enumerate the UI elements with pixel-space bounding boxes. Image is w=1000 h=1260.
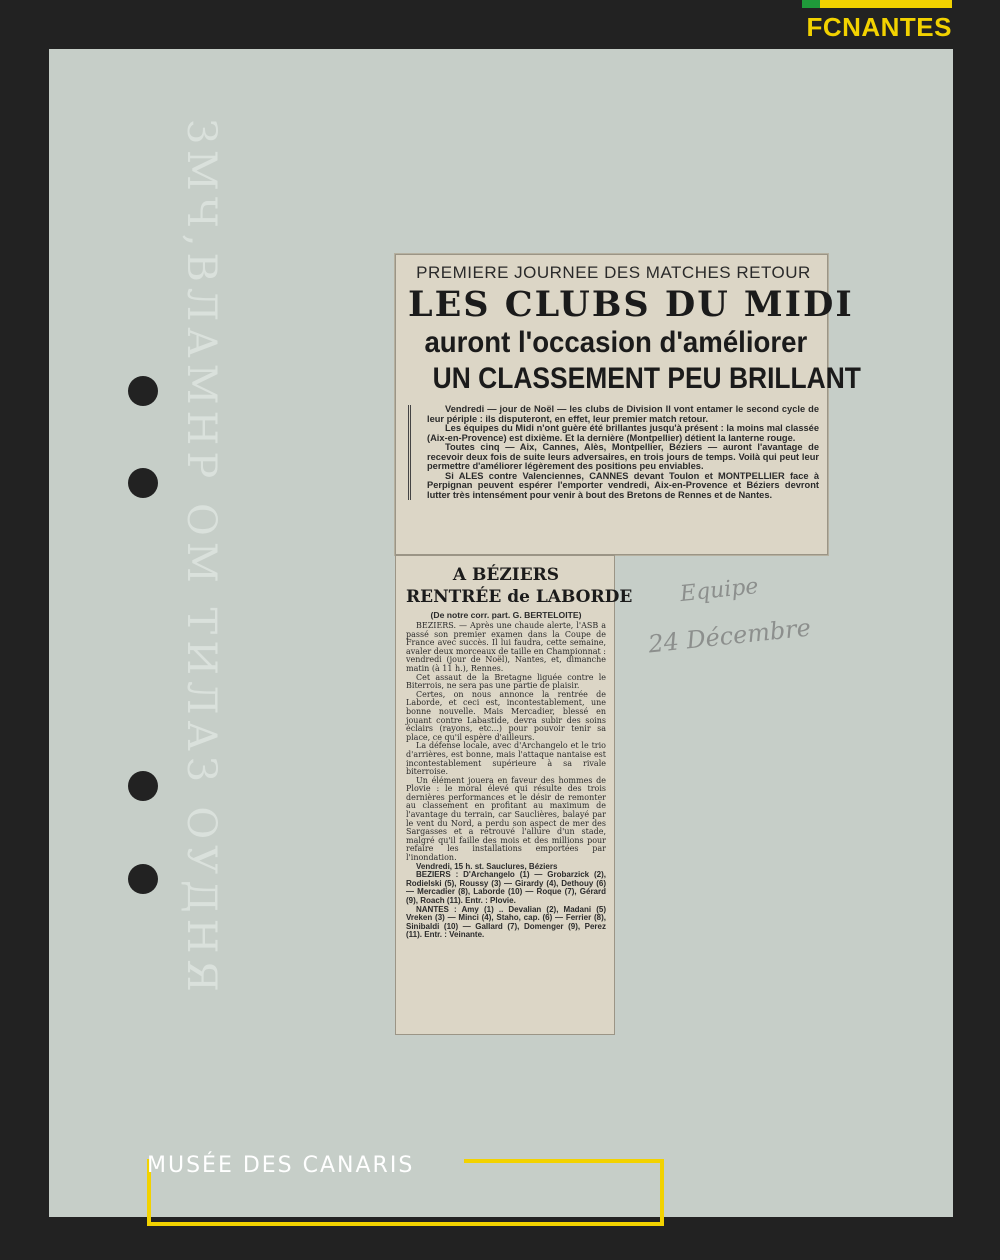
paragraph: Cet assaut de la Bretagne liguée contre le Biterrois, ne sera pas une partie de plaisir.	[406, 672, 606, 691]
paragraph: Si ALES contre Valenciennes, CANNES devant Toulon et MONTPELLIER face à Perpignan peuvent espérer l'emporter vendredi, Aix-en-Provence et Béziers devront lutter très intensément pour venir à bout des Bretons de Rennes et de Nantes.	[427, 470, 819, 500]
paragraph: Certes, on nous annonce la rentrée de Laborde, et ceci est, incontestablement, une bonne nouvelle. Mais Mercadier, blessé en jouant contre Labastide, devra subir des soins éclairs (rayons, etc...) pour pouvoir tenir sa place, ce qu'il espère d'ailleurs.	[406, 689, 606, 742]
headline-secondary: auront l'occasion d'améliorer	[424, 326, 808, 359]
handwritten-date: 24 Décembre	[646, 613, 813, 659]
punch-hole	[128, 771, 158, 801]
newspaper-clipping-main	[395, 254, 861, 555]
lineup-paragraph: NANTES : Amy (1) .. Devalian (2), Madani (5) Vreken (3) — Minci (4), Staho, cap. (6) — Ferrier (8), Sinibaldi (10) — Gallard (7), Domenger (9), Perez (11). Entr. : Veinante.	[406, 904, 606, 940]
paragraph: Les équipes du Midi n'ont guère été brillantes jusqu'à présent : la moins mal classée (Aix-en-Provence) est dixième. Et la dernière (Montpellier) détient la lanterne rouge.	[427, 423, 819, 443]
paper-watermark: ЗМЧ,ВЛАМНР ОМ ТИЛАЗ ОУДНЯ	[178, 119, 224, 998]
brand-name: FCNANTES	[806, 12, 952, 42]
byline: (De notre corr. part. G. BERTELOITE)	[430, 610, 582, 620]
brand-badge	[802, 0, 952, 44]
article-body	[406, 622, 606, 940]
headline-tertiary: UN CLASSEMENT PEU BRILLANT	[432, 362, 861, 395]
punch-hole	[128, 376, 158, 406]
paragraph: Vendredi — jour de Noël — les clubs de Division II vont entamer le second cycle de leur périple : ils disputeront, en effet, leur premier match retour.	[427, 404, 819, 424]
paragraph: BEZIERS. — Après une chaude alerte, l'ASB a passé son premier examen dans la Coupe de France avec succès. Il lui faudra, cette semaine, avaler deux morceaux de taille en Championnat : vendredi (jour de Noël), Nantes, et, dimanche matin (à 11 h.), Rennes.	[406, 621, 606, 673]
lineup-paragraph: Vendredi, 15 h. st. Sauclures, Béziers	[416, 861, 558, 871]
punch-hole	[128, 468, 158, 498]
punch-hole	[128, 864, 158, 894]
handwritten-source: Equipe	[678, 573, 760, 608]
footer-frame-top	[464, 1159, 664, 1163]
brand-stripe-yellow	[820, 0, 952, 8]
museum-label: MUSÉE DES CANARIS	[147, 1153, 415, 1178]
paragraph: Un élément jouera en faveur des hommes de Plovie : le moral élevé qui résulte des trois dernières performances et le désir de remonter au classement en profitant au maximum de l'avantage du terrain, car Sauclières, balayé par le vent du Nord, a perdu son aspect de mer des Sargasses et a retrouvé l'allure d'un stade, malgré qu'il faille des mois et des millions pour refaire les installations emportées par l'inondation.	[406, 775, 606, 863]
paragraph: Toutes cinq — Aix, Cannes, Alès, Montpellier, Béziers — auront l'avantage de recevoir deux fois de suite leurs adversaires, en trois jours de temps. Voilà qui peut leur permettre d'améliorer légèrement des positions peu enviables.	[427, 442, 819, 471]
brand-stripe-green	[802, 0, 820, 8]
article-body	[408, 405, 819, 500]
kicker-heading: PREMIERE JOURNEE DES MATCHES RETOUR	[416, 263, 811, 282]
article-title: A BÉZIERS	[452, 565, 560, 585]
lineup-paragraph: BEZIERS : D'Archangelo (1) — Grobarzick (2), Rodielski (5), Roussy (3) — Girardy (4), Dethouy (6) — Mercadier (8), Laborde (10) — Roque (7), Gérard (9), Roach (11). Entr. : Plovie.	[406, 870, 606, 905]
newspaper-clipping-beziers	[395, 555, 633, 1035]
headline-primary: LES CLUBS DU MIDI	[408, 284, 854, 325]
paragraph: La défense locale, avec d'Archangelo et le trio d'arrières, est bonne, mais l'attaque nantaise est incontestablement supérieure à sa rivale biterroise.	[406, 741, 606, 777]
article-subtitle: RENTRÉE de LABORDE	[406, 587, 633, 607]
